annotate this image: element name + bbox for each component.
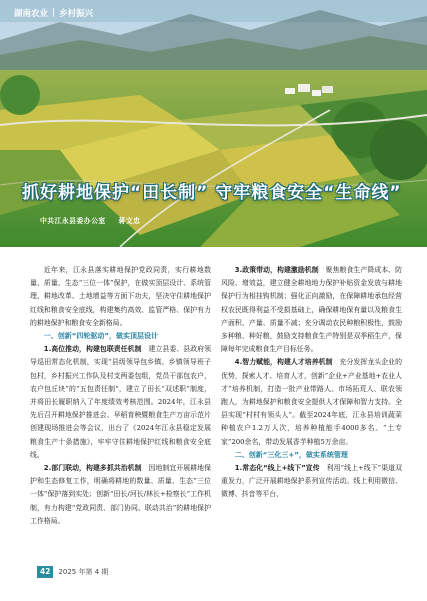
- issue-label: 2025 年第 4 期: [58, 568, 109, 576]
- paragraph-item-1: [30, 343, 211, 462]
- left-column: [30, 264, 211, 528]
- paragraph-item-4: [221, 356, 402, 448]
- right-column: [221, 264, 402, 528]
- item-lead: 4.智力赋能，构建人才培养机制: [234, 358, 333, 367]
- section-heading-1: 一、创新“四轮驱动”，做实顶层设计: [43, 332, 158, 341]
- hero-photo: [0, 0, 427, 247]
- item-text: 建立县委、县政府领导巡田常态化机制，实现“县级领导包乡镇、乡镇领导班子包村，乡村振兴工作队及村支两委包组，党员干部包农户，农户包丘块”的“五包责任制”，建立了田长“双述职”制度，并将田长履职纳入了年度绩效考核范围。2024年，江永县先后召开耕地保护推进会、早稻育秧暨粮食生产万亩示范片创建现场推进会等会议，出台了《2024年江永县稳定发展粮食生产十条措施》，牢牢守住耕地保护红线和粮食安全底线。: [30, 345, 211, 459]
- item-lead: 1.常态化“线上+线下”宣传: [234, 464, 320, 473]
- item-lead: 1.高位推动，构建包联责任机制: [43, 345, 142, 354]
- page-footer: [37, 566, 108, 578]
- masthead-separator: |: [52, 8, 56, 18]
- paragraph-item-2: [30, 462, 211, 528]
- byline-author: 蒋文忠: [118, 217, 141, 225]
- farmland-aerial-image: [0, 0, 427, 247]
- paragraph-item-3: [221, 264, 402, 356]
- page-number: 42: [37, 566, 53, 578]
- item-text: 利用“线上+线下”渠道双重发力，广泛开展耕地保护系列宣传活动。线上利用微信、微博、抖音等平台，: [221, 464, 403, 499]
- magazine-name: 湖南农业: [14, 9, 49, 19]
- item-lead: 2.部门联动，构建多抓共治机制: [43, 464, 142, 473]
- item-text: 充分发挥龙头企业的优势，探索人才、培育人才，创新“企业+产业基地+农业人才”培养机制，打造一批产业带路人、市场拓荒人、联农领跑人，为耕地保护和粮食安全提供人才保障和智力支持。全县实现“村村有领头人”。截至2024年底，江永县培训蔬菜种植农户1.2万人次，培养种植能手4000多名、“土专家”200余名，带动发展香芋种植5万余亩。: [221, 358, 402, 446]
- item-text: 聚焦粮食生产降成本、防风险、增效益，建立健全耕地地力保护补贴资金发放与耕地保护行为相挂钩机制；强化正向激励，在保障耕地承包经营权农民既得利益不受损基础上，确保耕地保有量以及粮食生产面积、产量、质量不减；充分调动农民种粮积极性，鼓励多种粮、种好粮，鼓励支持粮食生产特别是双季稻生产，保障每年完成粮食生产目标任务。: [221, 266, 403, 354]
- item-text: 因地制宜开展耕地保护和生态修复工作，明确将耕地的数量、质量、生态“三位一体”保护落到实处；创新“田长/河长/林长+检察长”工作机制，有力构建“党政同责、部门协同、联动共治”的耕地保护工作格局。: [30, 464, 211, 525]
- section-heading-2: 二、创新“三化三+”，做实系统管理: [234, 450, 348, 459]
- intro-paragraph: 近年来，江永县落实耕地保护党政同责，实行耕地数量、质量、生态“三位一体”保护，在做实顶层设计、系统管理、耕地改革、土地增益等方面下功夫，坚决守住耕地保护红线和粮食安全底线，构建集约高效、监管严格、保护有力的耕地保护和粮食安全新格局。: [30, 266, 211, 327]
- article-body: [30, 264, 402, 528]
- section-name: 乡村振兴: [59, 9, 94, 19]
- masthead: [14, 6, 93, 20]
- byline: [40, 215, 150, 225]
- byline-org: 中共江永县委办公室: [40, 217, 106, 225]
- paragraph-item-5: [221, 462, 402, 502]
- item-lead: 3.政策带动，构建激励机制: [234, 266, 319, 274]
- article-headline: 抓好耕地保护“田长制” 守牢粮食安全“生命线”: [22, 183, 402, 203]
